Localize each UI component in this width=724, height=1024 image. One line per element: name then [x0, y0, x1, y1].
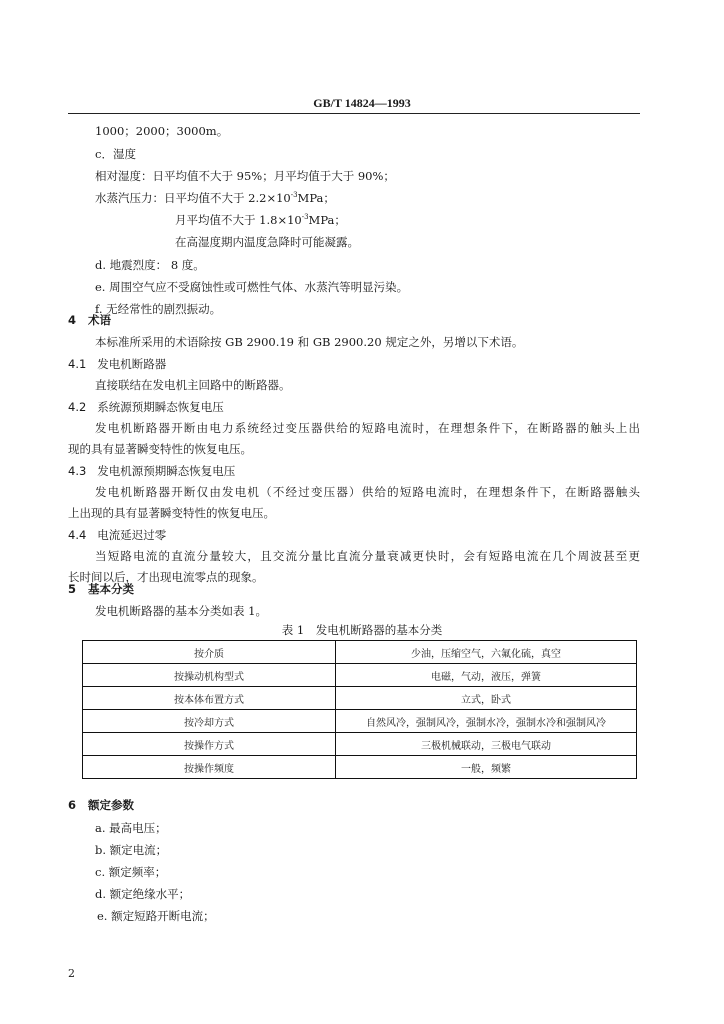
- section-4-1-title: 发电机断路器: [97, 357, 167, 371]
- table-cell-types: 立式，卧式: [336, 687, 637, 710]
- section-4-2-text-line-2: 现的具有显著瞬变特性的恢复电压。: [68, 442, 252, 456]
- table-cell-category: 按冷却方式: [83, 710, 336, 733]
- rated-parameter-item-d: d. 额定绝缘水平；: [95, 887, 191, 901]
- section-4-title: 术语: [88, 313, 112, 327]
- page-number: 2: [68, 967, 75, 980]
- vapor-pressure-daily-text: 水蒸汽压力：日平均值不大于 2.2×10: [95, 191, 291, 205]
- section-4-4-text-line-1: 当短路电流的直流分量较大，且交流分量比直流分量衰减更快时，会有短路电流在几个周波甚至更: [95, 549, 640, 563]
- table-cell-category: 按操作频度: [83, 756, 336, 779]
- section-4-intro: 本标准所采用的术语除按 GB 2900.19 和 GB 2900.20 规定之外，另增以下术语。: [95, 335, 524, 349]
- rated-parameter-item-e: e. 额定短路开断电流；: [97, 909, 215, 923]
- section-6-title: 额定参数: [88, 798, 135, 812]
- section-4-number: 4: [68, 313, 77, 327]
- section-4-2-heading: [68, 399, 224, 415]
- section-5-intro: 发电机断路器的基本分类如表 1。: [95, 604, 267, 618]
- table-cell-types: 电磁，气动，液压，弹簧: [336, 664, 637, 687]
- rated-parameter-item-a: a. 最高电压；: [95, 821, 167, 835]
- header-rule: [68, 113, 640, 114]
- altitude-values-line: 1000；2000；3000m。: [95, 124, 229, 138]
- section-5-heading: [68, 581, 134, 597]
- section-4-3-text-line-2: 上出现的具有显著瞬变特性的恢复电压。: [68, 506, 275, 520]
- table-row: [83, 756, 637, 779]
- vapor-pressure-monthly-text: 月平均值不大于 1.8×10: [175, 213, 302, 227]
- table-1-basic-classification: [82, 640, 637, 779]
- table-cell-category: 按操作方式: [83, 733, 336, 756]
- section-5-title: 基本分类: [88, 582, 135, 596]
- table-row: [83, 687, 637, 710]
- vapor-pressure-monthly-exponent: -3: [301, 213, 309, 221]
- section-4-4-number: 4.4: [68, 528, 87, 542]
- vapor-pressure-monthly-line: [175, 212, 346, 228]
- section-4-3-text-line-1: 发电机断路器开断仅由发电机（不经过变压器）供给的短路电流时，在理想条件下，在断路器触头: [95, 485, 640, 499]
- table-row: [83, 664, 637, 687]
- rated-parameter-item-b: b. 额定电流；: [95, 843, 168, 857]
- section-4-4-text-line-2: 长时间以后，才出现电流零点的现象。: [68, 570, 264, 584]
- section-4-1-number: 4.1: [68, 357, 87, 371]
- section-4-heading: [68, 312, 111, 328]
- table-cell-category: 按操动机构型式: [83, 664, 336, 687]
- section-6-number: 6: [68, 798, 77, 812]
- table-row: [83, 641, 637, 664]
- vapor-pressure-daily-unit: MPa；: [297, 191, 335, 205]
- section-4-3-number: 4.3: [68, 464, 87, 478]
- table-cell-category: 按本体布置方式: [83, 687, 336, 710]
- section-4-2-text-line-1: 发电机断路器开断由电力系统经过变压器供给的短路电流时，在理想条件下，在断路器的触头上出: [95, 421, 640, 435]
- rated-parameter-item-c: c. 额定频率；: [95, 865, 167, 879]
- vapor-pressure-daily-exponent: -3: [290, 191, 298, 199]
- vapor-pressure-monthly-unit: MPa；: [308, 213, 346, 227]
- condensation-line: 在高湿度期内温度急降时可能凝露。: [175, 235, 359, 249]
- table-cell-types: 少油，压缩空气，六氟化硫，真空: [336, 641, 637, 664]
- section-4-1-text: 直接联结在发电机主回路中的断路器。: [95, 378, 291, 392]
- section-6-heading: [68, 797, 134, 813]
- table-cell-types: 一般，频繁: [336, 756, 637, 779]
- vibration-line: f. 无经常性的剧烈振动。: [95, 302, 222, 316]
- table-1-caption: 表 1 发电机断路器的基本分类: [281, 623, 443, 637]
- section-4-2-number: 4.2: [68, 400, 87, 414]
- table-cell-types: 自然风冷，强制风冷，强制水冷，强制水冷和强制风冷: [336, 710, 637, 733]
- section-4-3-title: 发电机源预期瞬态恢复电压: [97, 464, 236, 478]
- section-5-number: 5: [68, 582, 77, 596]
- vapor-pressure-daily-line: [95, 190, 335, 206]
- relative-humidity-line: 相对湿度：日平均值不大于 95%；月平均值于大于 90%；: [95, 169, 395, 183]
- page-header-standard-number: GB/T 14824—1993: [313, 96, 411, 110]
- section-4-4-heading: [68, 527, 166, 543]
- seismic-intensity-line: d. 地震烈度： 8 度。: [95, 258, 205, 272]
- table-cell-types: 三极机械联动，三极电气联动: [336, 733, 637, 756]
- table-cell-category: 按介质: [83, 641, 336, 664]
- section-4-4-title: 电流延迟过零: [97, 528, 167, 542]
- section-4-3-heading: [68, 463, 235, 479]
- table-row: [83, 710, 637, 733]
- table-row: [83, 733, 637, 756]
- section-4-2-title: 系统源预期瞬态恢复电压: [97, 400, 224, 414]
- humidity-item-title: c．湿度: [95, 147, 136, 161]
- ambient-air-pollution-line: e. 周围空气应不受腐蚀性或可燃性气体、水蒸汽等明显污染。: [95, 280, 409, 294]
- section-4-1-heading: [68, 356, 166, 372]
